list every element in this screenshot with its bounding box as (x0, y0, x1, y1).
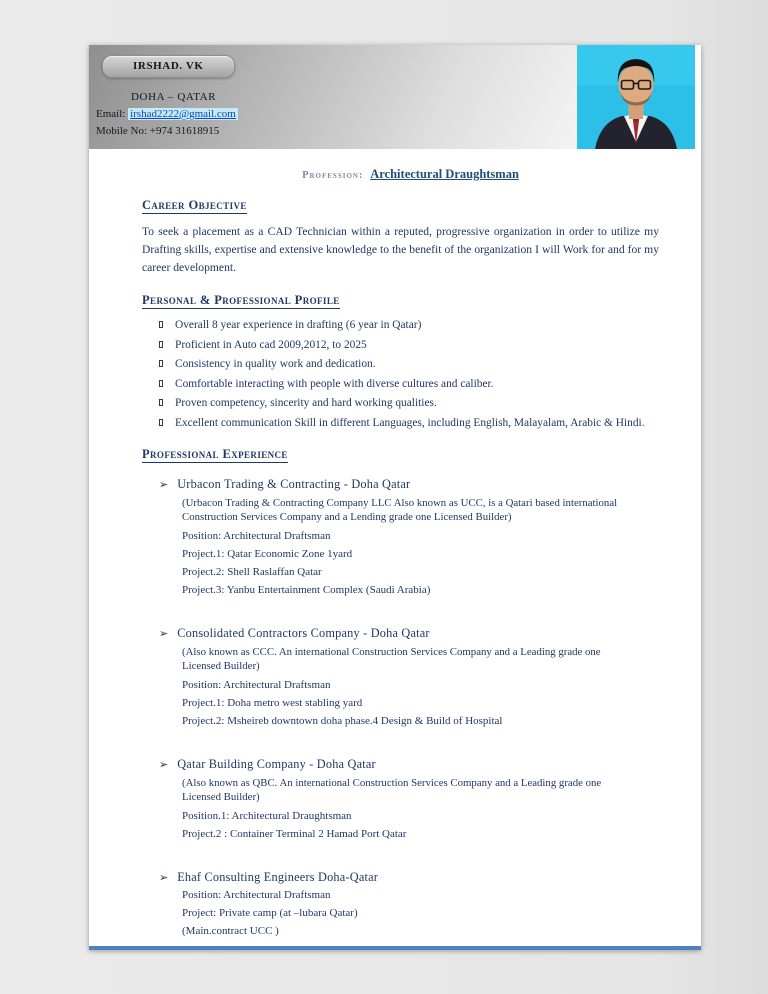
experience-line: Project.3: Yanbu Entertainment Complex (Saudi Arabia) (182, 584, 431, 596)
footer-accent-bar (89, 946, 701, 950)
profile-heading: Personal & Professional Profile (142, 293, 340, 307)
experience-description: (Also known as CCC. An international Construction Services Company and a Leading grade one Licensed Builder) (182, 645, 601, 672)
experience-line: Position: Architectural Draftsman (182, 530, 331, 542)
square-bullet-icon (159, 380, 163, 387)
experience-line: Project.1: Doha metro west stabling yard (182, 697, 363, 709)
location-text: DOHA – QATAR (131, 91, 217, 103)
list-item: Overall 8 year experience in drafting (6 year in Qatar) (159, 318, 659, 333)
square-bullet-icon (159, 360, 163, 367)
square-bullet-icon (159, 321, 163, 328)
career-objective-heading: Career Objective (142, 198, 247, 212)
list-item: Consistency in quality work and dedication. (159, 357, 659, 372)
experience-heading: Professional Experience (142, 446, 288, 461)
candidate-name: IRSHAD. VK (133, 60, 204, 72)
profile-photo (577, 45, 695, 149)
experience-description: (Also known as QBC. An international Construction Services Company and a Leading grade one Licensed Builder) (182, 776, 602, 803)
list-item: Comfortable interacting with people with diverse cultures and caliber. (159, 377, 659, 392)
email-label: Email: (96, 108, 126, 120)
career-objective-text: To seek a placement as a CAD Technician within a reputed, progressive organization in order to utilize my Drafting skills, expertise and extensive knowledge to the benefit of the organization I will Work for and for my career development. (142, 225, 659, 274)
experience-entry-ehaf (159, 869, 659, 940)
resume-body (89, 149, 701, 940)
experience-entry-urbacon (159, 476, 659, 599)
experience-line: Project.1: Qatar Economic Zone 1yard (182, 548, 353, 560)
resume-page (89, 45, 701, 950)
profession-value: Architectural Draughtsman (370, 167, 519, 181)
experience-title: Consolidated Contractors Company - Doha Qatar (177, 625, 430, 640)
square-bullet-icon (159, 341, 163, 348)
arrow-bullet-icon: ➢ (159, 627, 169, 640)
mobile-text: Mobile No: +974 31618915 (96, 125, 220, 137)
experience-line: Project: Private camp (at –lubara Qatar) (182, 907, 358, 919)
experience-title: Ehaf Consulting Engineers Doha-Qatar (177, 869, 379, 884)
experience-line: Project.2 : Container Terminal 2 Hamad Port Qatar (182, 828, 407, 840)
list-item: Excellent communication Skill in different Languages, including English, Malayalam, Arabic & Hindi. (159, 416, 659, 431)
profession-line (162, 167, 659, 182)
experience-line: Project.2: Shell Raslaffan Qatar (182, 566, 322, 578)
experience-block (142, 476, 659, 940)
experience-line: Project.2: Msheireb downtown doha phase.4 Design & Build of Hospital (182, 715, 503, 727)
arrow-bullet-icon: ➢ (159, 871, 169, 884)
experience-title: Qatar Building Company - Doha Qatar (177, 756, 376, 771)
experience-line: Position.1: Architectural Draughtsman (182, 810, 352, 822)
profile-list (142, 318, 659, 431)
arrow-bullet-icon: ➢ (159, 758, 169, 771)
experience-line: (Main.contract UCC ) (182, 925, 279, 937)
email-line (96, 106, 238, 122)
arrow-bullet-icon: ➢ (159, 478, 169, 491)
experience-title: Urbacon Trading & Contracting - Doha Qatar (177, 476, 411, 491)
name-badge (102, 55, 235, 78)
contact-block (96, 89, 238, 139)
square-bullet-icon (159, 419, 163, 426)
square-bullet-icon (159, 399, 163, 406)
list-item: Proven competency, sincerity and hard working qualities. (159, 396, 659, 411)
experience-description: (Urbacon Trading & Contracting Company LLC Also known as UCC, is a Qatari based international Construction Services Company and a Lending grade one Licensed Builder) (182, 496, 618, 523)
experience-line: Position: Architectural Draftsman (182, 889, 331, 901)
experience-entry-ccc (159, 625, 659, 730)
experience-entry-qbc (159, 756, 659, 843)
experience-line: Position: Architectural Draftsman (182, 679, 331, 691)
resume-header (89, 45, 701, 149)
email-link[interactable]: irshad2222@gmail.com (130, 108, 236, 120)
list-item: Proficient in Auto cad 2009,2012, to 2025 (159, 338, 659, 353)
profession-label: Profession: (302, 170, 364, 181)
